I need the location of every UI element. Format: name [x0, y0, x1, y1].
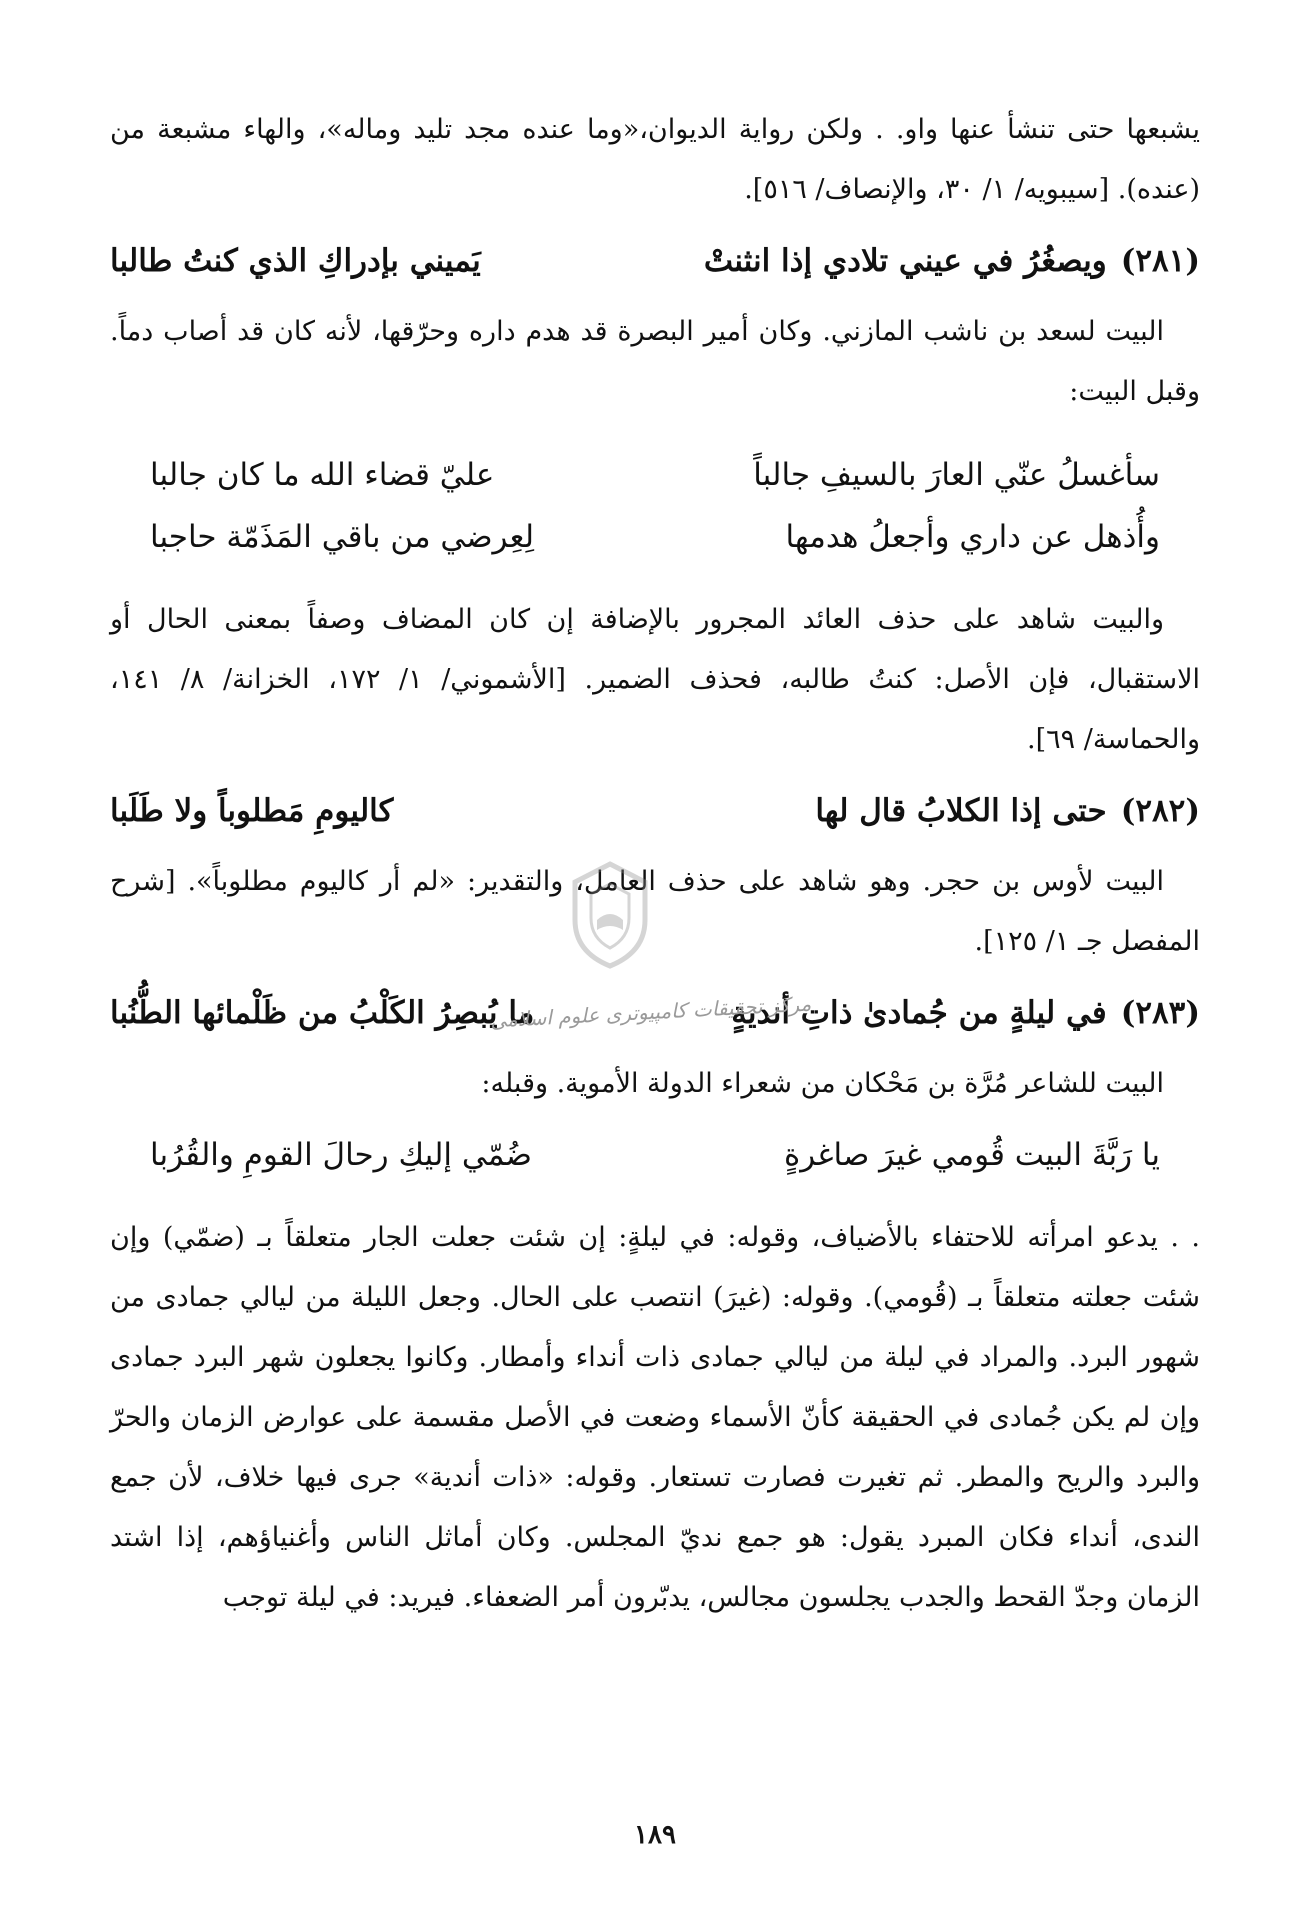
paragraph-commentary-282: البيت لأوس بن حجر. وهو شاهد على حذف العامل، والتقدير: «لم أر كاليوم مطلوباً». [شرح المفصل جـ ١/ ١٢٥].: [110, 866, 1200, 957]
couplet-hemistich: وأُذهل عن داري وأجعلُ هدمها: [785, 519, 1160, 555]
verse-second-hemistich: ما يُبصِرُ الكَلْبُ من ظَلْمائها الطُّنُبا: [110, 995, 535, 1031]
page-number: ١٨٩: [634, 1820, 676, 1850]
library-seal-icon: [555, 860, 665, 970]
couplet-hemistich: عليّ قضاء الله ما كان جالبا: [150, 457, 495, 493]
verse-number: (٢٨٢): [1120, 793, 1200, 829]
watermark-text: مرکز تحقیقات کامپیوتری علوم اسلامی: [489, 991, 812, 1033]
verse-first-hemistich: في ليلةٍ من جُمادىٰ ذاتِ أنديةٍ: [731, 995, 1107, 1031]
verse-281: [110, 230, 1200, 292]
quoted-couplet-1: [150, 444, 1160, 568]
couplet-hemistich: سأغسلُ عنّي العارَ بالسيفِ جالباً: [753, 457, 1160, 493]
verse-first-hemistich: حتى إذا الكلابُ قال لها: [815, 793, 1107, 829]
couplet-line: [150, 1124, 1160, 1186]
verse-number: (٢٨٣): [1120, 995, 1200, 1031]
verse-second-hemistich: كاليومِ مَطلوباً ولا طَلَبا: [110, 793, 394, 829]
book-page: [110, 100, 1200, 1890]
couplet-line: [150, 506, 1160, 568]
verse-282: [110, 780, 1200, 842]
couplet-hemistich: يا رَبَّةَ البيت قُومي غيرَ صاغرةٍ: [783, 1137, 1160, 1173]
paragraph-commentary-283: البيت للشاعر مُرَّة بن مَحْكان من شعراء الدولة الأموية. وقبله:: [481, 1068, 1164, 1099]
verse-second-hemistich: يَميني بإدراكِ الذي كنتُ طالبا: [110, 243, 481, 279]
couplet-line: [150, 444, 1160, 506]
paragraph-intro: يشبعها حتى تنشأ عنها واو. . ولكن رواية الديوان،«وما عنده مجد تليد وماله»، والهاء مشبعة من (عنده). [سيبويه/ ١/ ٣٠، والإنصاف/ ٥١٦].: [110, 114, 1200, 205]
quoted-couplet-2: [150, 1124, 1160, 1186]
paragraph-long-explanation: . . يدعو امرأته للاحتفاء بالأضياف، وقوله: في ليلةٍ: إن شئت جعلت الجار متعلقاً بـ (ضمّي) وإن شئت جعلته متعلقاً بـ (قُومي). وقوله: (غيرَ) انتصب على الحال. وجعل الليلة من ليالي جمادى من شهور البرد. والمراد في ليلة من ليالي جمادى ذات أنداء وأمطار. وكانوا يجعلون شهر البرد جمادى وإن لم يكن جُمادى في الحقيقة كأنّ الأسماء وضعت في الأصل مقسمة على عوارض الزمان والحرّ والبرد والريح والمطر. ثم تغيرت فصارت تستعار. وقوله: «ذات أندية» جرى فيها خلاف، لأن جمع الندى، أنداء فكان المبرد يقول: هو جمع نديّ المجلس. وكان أماثل الناس وأغنياؤهم، إذا اشتد الزمان وجدّ القحط والجدب يجلسون مجالس، يدبّرون أمر الضعفاء. فيريد: في ليلة توجب: [110, 1222, 1200, 1613]
paragraph-commentary-281: البيت لسعد بن ناشب المازني. وكان أمير البصرة قد هدم داره وحرّقها، لأنه كان قد أصاب دماً. وقبل البيت:: [110, 316, 1200, 407]
verse-first-hemistich: ويصغُرُ في عيني تلادي إذا انثنتْ: [703, 243, 1107, 279]
verse-number: (٢٨١): [1120, 243, 1200, 279]
couplet-hemistich: لِعِرضي من باقي المَذَمّة حاجبا: [150, 519, 535, 555]
couplet-hemistich: ضُمّي إليكِ رحالَ القومِ والقُرُبا: [150, 1137, 532, 1173]
paragraph-grammar-note: والبيت شاهد على حذف العائد المجرور بالإضافة إن كان المضاف وصفاً بمعنى الحال أو الاستقبال، فإن الأصل: كنتُ طالبه، فحذف الضمير. [الأشموني/ ١/ ١٧٢، الخزانة/ ٨/ ١٤١، والحماسة/ ٦٩].: [110, 604, 1200, 755]
